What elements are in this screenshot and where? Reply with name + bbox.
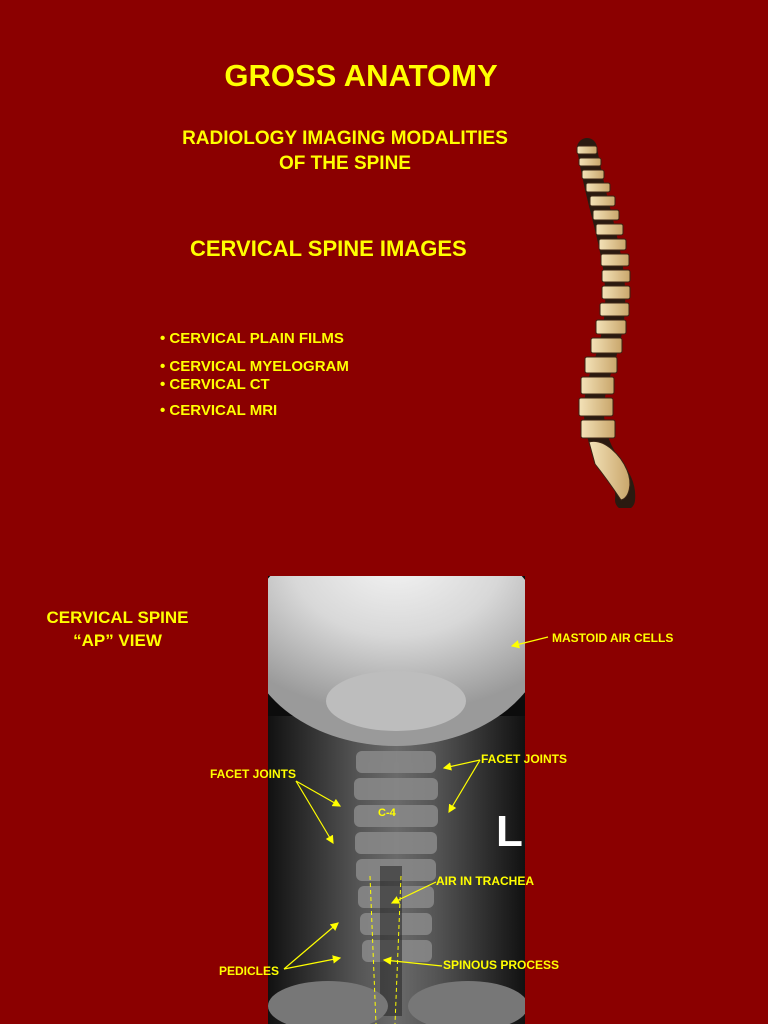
side-marker: L — [496, 807, 523, 856]
ap-title-line-1: CERVICAL SPINE — [46, 608, 189, 627]
label-c4: C-4 — [378, 807, 396, 819]
page-title: GROSS ANATOMY — [224, 58, 498, 93]
ap-view-title — [20, 606, 215, 652]
label-pedicles: PEDICLES — [219, 964, 280, 978]
label-spinous: SPINOUS PROCESS — [443, 958, 560, 972]
bullet-item: • CERVICAL PLAIN FILMS — [160, 330, 344, 347]
label-mastoid: MASTOID AIR CELLS — [552, 631, 674, 645]
ap-title-line-2: “AP” VIEW — [73, 631, 162, 650]
page-subtitle — [160, 126, 530, 176]
label-facet-right: FACET JOINTS — [481, 752, 568, 766]
section-heading: CERVICAL SPINE IMAGES — [190, 236, 467, 261]
subtitle-line-2: OF THE SPINE — [279, 153, 411, 174]
bullet-item: • CERVICAL MYELOGRAM — [160, 358, 349, 375]
label-facet-left: FACET JOINTS — [210, 767, 297, 781]
label-air-trachea: AIR IN TRACHEA — [436, 874, 534, 888]
bullet-item: • CERVICAL CT — [160, 376, 270, 393]
xray-image — [268, 576, 525, 1024]
spine-icon — [555, 138, 645, 508]
bullet-item: • CERVICAL MRI — [160, 402, 278, 419]
subtitle-line-1: RADIOLOGY IMAGING MODALITIES — [182, 128, 508, 149]
